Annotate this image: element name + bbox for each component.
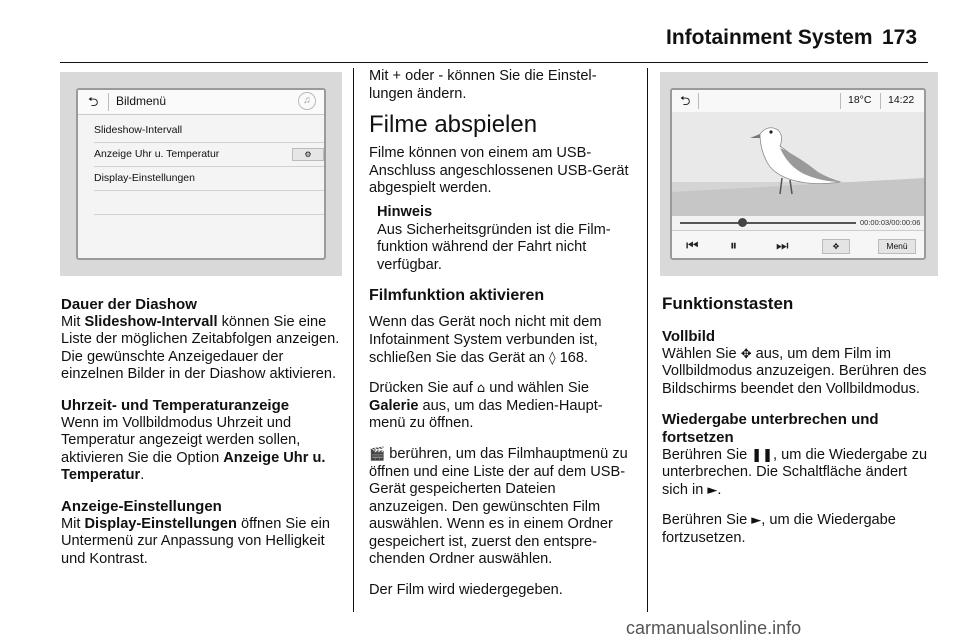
screenshot-video-player — [660, 72, 938, 276]
status-divider — [698, 93, 699, 109]
status-divider — [880, 93, 881, 109]
title-bar — [78, 90, 324, 115]
play-icon: ► — [707, 482, 718, 498]
paragraph-verbinden: Wenn das Gerät noch nicht mit dem Infotainment System verbunden ist, schließen Sie das Gerät an ◊ 168. — [369, 314, 602, 366]
heading-uhrzeit-temperatur: Uhrzeit- und Temperaturanzeige — [61, 396, 290, 414]
menu-item-display-einstellungen[interactable] — [94, 166, 324, 191]
page-header — [0, 26, 960, 56]
heading-vollbild: Vollbild — [662, 328, 716, 345]
menu-item-label: Slideshow-Intervall — [94, 124, 183, 136]
heading-filme-abspielen: Filme abspielen — [369, 111, 538, 139]
paragraph-vollbild: Wählen Sie ✥ aus, um dem Film im Vollbildmodus anzuzeigen. Berühren des Bildschirms beendet den Vollbildmodus. — [662, 345, 927, 397]
display-frame — [76, 88, 326, 260]
film-icon: 🎬 — [369, 446, 386, 462]
page-reference-icon: ◊ — [549, 350, 556, 366]
screenshot-bildmenu — [60, 72, 342, 276]
music-note-icon[interactable]: ♫ — [298, 92, 316, 110]
paragraph-galerie: Drücken Sie auf ⌂ und wählen Sie Galerie aus, um das Medien-Hauptmenü zu öffnen. — [369, 380, 603, 432]
menu-item-slideshow-intervall[interactable] — [94, 118, 324, 143]
toggle-switch[interactable]: ⚙ — [292, 148, 324, 161]
skip-next-icon[interactable]: ⏭ — [776, 237, 789, 253]
watermark: carmanualsonline.info — [626, 618, 802, 638]
progress-bar[interactable] — [672, 216, 924, 230]
skip-previous-icon[interactable]: ⏮ — [686, 237, 699, 253]
column-divider-right — [647, 68, 648, 612]
paragraph-unterbrechen: Berühren Sie ❚❚, um die Wiedergabe zu unterbrechen. Die Schaltfläche ändert sich in ►. — [662, 446, 928, 498]
menu-title: Bildmenü — [116, 94, 167, 108]
progress-track — [680, 222, 856, 224]
right-column — [662, 294, 928, 561]
page-number: 173 — [882, 26, 918, 49]
menu-button[interactable]: Menü — [878, 239, 916, 254]
menu-item-empty — [94, 190, 324, 215]
note-title: Hinweis — [377, 203, 433, 220]
paragraph-anzeige: Mit Display-Einstellungen öffnen Sie ein Untermenü zur Anpassung von Helligkeit und Kontrast. — [61, 515, 331, 567]
note-box — [377, 204, 633, 274]
paragraph-wiedergabe: Der Film wird wiedergegeben. — [369, 582, 563, 599]
fullscreen-icon: ✥ — [740, 346, 752, 362]
heading-anzeige-einstellungen: Anzeige-Einstellungen — [61, 497, 222, 515]
paragraph-filme: Filme können von einem am USB-Anschluss angeschlossenen USB-Gerät abgespielt werden. — [369, 145, 629, 197]
paragraph-intro: Mit + oder - können Sie die Einstellungen ändern. — [369, 68, 597, 102]
paragraph-filmhauptmenu: 🎬 berühren, um das Filmhauptmenü zu öffnen und eine Liste der auf dem USB-Gerät gespeicherten Dateien anzuzeigen. Den gewünschten Film auswählen. Wenn es in einem Ordner gespeichert ist, zuerst den entsprechenden Ordner auswählen. — [369, 445, 628, 568]
fullscreen-button[interactable]: ✥ — [822, 239, 850, 254]
status-divider — [840, 93, 841, 109]
paragraph-uhrzeit: Wenn im Vollbildmodus Uhrzeit und Temperatur angezeigt werden sollen, aktivieren Sie die Option Anzeige Uhr u. Temperatur. — [61, 414, 326, 484]
note-text: Aus Sicherheitsgründen ist die Filmfunktion während der Fahrt nicht verfügbar. — [377, 221, 611, 273]
pause-icon: ❚❚ — [751, 447, 774, 463]
middle-column — [369, 68, 633, 613]
clock-readout: 14:22 — [888, 94, 915, 106]
status-bar — [672, 90, 924, 113]
left-column — [61, 296, 343, 581]
heading-dauer-der-diashow: Dauer der Diashow — [61, 296, 197, 313]
menu-item-label: Anzeige Uhr u. Temperatur — [94, 148, 220, 160]
control-bar — [672, 230, 924, 260]
display-frame — [670, 88, 926, 260]
back-arrow-icon[interactable]: ⮌ — [88, 94, 99, 109]
header-title: Infotainment System — [666, 26, 873, 49]
video-frame-seagull-image[interactable] — [672, 112, 924, 216]
back-arrow-icon[interactable]: ⮌ — [680, 93, 691, 108]
home-icon: ⌂ — [476, 381, 486, 397]
menu-item-label: Display-Einstellungen — [94, 172, 195, 184]
heading-wiedergabe: Wiedergabe unterbrechen und fortsetzen — [662, 411, 879, 446]
play-icon: ► — [751, 513, 762, 529]
elapsed-time: 00:00:03/00:00:06 — [860, 218, 921, 227]
title-divider — [108, 93, 109, 111]
heading-filmfunktion: Filmfunktion aktivieren — [369, 287, 545, 305]
temperature-readout: 18°C — [848, 94, 872, 106]
header-rule — [60, 62, 928, 63]
column-divider-left — [353, 68, 354, 612]
pause-icon[interactable]: ⏸ — [730, 237, 737, 253]
progress-thumb[interactable] — [738, 218, 747, 227]
paragraph-fortsetzen: Berühren Sie ►, um die Wiedergabe fortzusetzen. — [662, 512, 896, 546]
heading-funktionstasten: Funktionstasten — [662, 294, 794, 313]
paragraph-diashow: Mit Slideshow-Intervall können Sie eine Liste der möglichen Zeitabfolgen anzeigen. Die gewünschte Anzeigedauer der einzelnen Bilder in der Diashow aktivieren. — [61, 313, 340, 383]
menu-item-anzeige-uhr[interactable] — [94, 142, 324, 167]
